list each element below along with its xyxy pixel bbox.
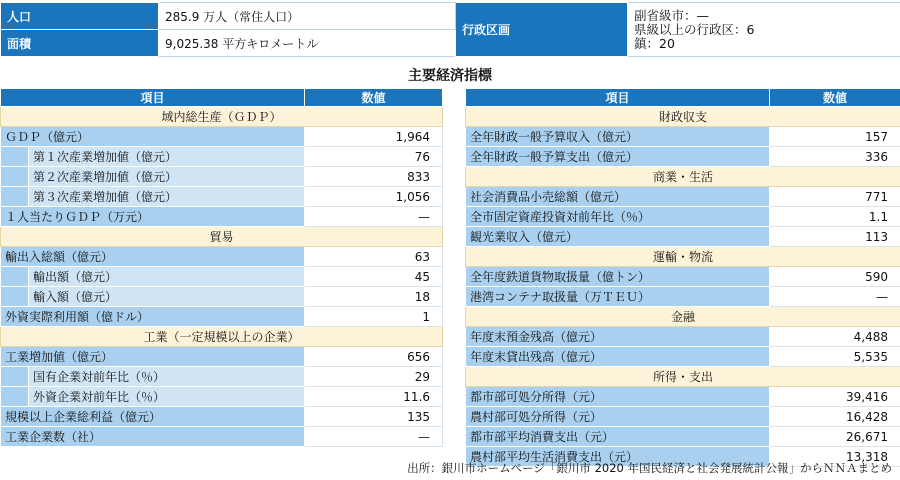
- table-row: [1, 287, 443, 307]
- row-label: 全年度鉄道貨物取扱量（億トン）: [466, 267, 770, 287]
- row-value: —: [770, 287, 900, 307]
- basic-info-table: [0, 2, 900, 57]
- table-row: [1, 407, 443, 427]
- section-heading: 運輸・物流: [466, 247, 900, 267]
- table-row: [1, 167, 443, 187]
- row-value: —: [305, 207, 443, 227]
- row-label: 第２次産業増加値（億元）: [29, 167, 305, 187]
- row-value: 18: [305, 287, 443, 307]
- row-label: １人当たりＧＤＰ（万元）: [1, 207, 305, 227]
- row-value: 336: [770, 147, 900, 167]
- table-row: [466, 127, 900, 147]
- page-title: 主要経済指標: [408, 68, 492, 84]
- row-label: 全年財政一般予算支出（億元）: [466, 147, 770, 167]
- column-header-value: 数値: [305, 89, 443, 107]
- indent-cell: [1, 367, 29, 387]
- section-row: [466, 247, 900, 267]
- row-value: 29: [305, 367, 443, 387]
- row-label: 規模以上企業総利益（億元）: [1, 407, 305, 427]
- table-row: [466, 427, 900, 447]
- row-label: 外資実際利用額（億ドル）: [1, 307, 305, 327]
- section-heading: 所得・支出: [466, 367, 900, 387]
- admin-division-label: 行政区画: [456, 3, 628, 57]
- section-row: [466, 107, 900, 127]
- indent-cell: [1, 287, 29, 307]
- indent-cell: [1, 187, 29, 207]
- indent-cell: [1, 267, 29, 287]
- row-label: 第３次産業増加値（億元）: [29, 187, 305, 207]
- table-row: [466, 207, 900, 227]
- section-row: [466, 167, 900, 187]
- row-value: 656: [305, 347, 443, 367]
- row-label: 国有企業対前年比（％）: [29, 367, 305, 387]
- population-value: 285.9 万人（常住人口）: [159, 3, 456, 30]
- row-value: 39,416: [770, 387, 900, 407]
- table-row: [1, 147, 443, 167]
- table-row: [1, 247, 443, 267]
- section-heading: 工業（一定規模以上の企業）: [1, 327, 443, 347]
- section-heading: 金融: [466, 307, 900, 327]
- admin-division-value: [628, 3, 900, 57]
- table-row: [466, 287, 900, 307]
- column-header-item: 項目: [466, 89, 770, 107]
- row-value: 1,056: [305, 187, 443, 207]
- source-note: 出所：銀川市ホームページ「銀川市 2020 年国民経済と社会発展統計公報」からＮＮＡまとめ: [407, 461, 892, 475]
- row-label: 第１次産業増加値（億元）: [29, 147, 305, 167]
- admin-line: 鎮：20: [634, 35, 675, 51]
- row-label: 社会消費品小売総額（億元）: [466, 187, 770, 207]
- column-header-item: 項目: [1, 89, 305, 107]
- row-label: 輸出入総額（億元）: [1, 247, 305, 267]
- row-label: 全年財政一般予算収入（億元）: [466, 127, 770, 147]
- row-value: 11.6: [305, 387, 443, 407]
- table-row: [466, 147, 900, 167]
- table-row: [1, 427, 443, 447]
- row-value: 771: [770, 187, 900, 207]
- row-value: 13,318: [770, 447, 900, 467]
- indent-cell: [1, 147, 29, 167]
- row-label: 都市部平均消費支出（元）: [466, 427, 770, 447]
- row-value: 5,535: [770, 347, 900, 367]
- right-indicator-table: [465, 88, 900, 467]
- table-row: [1, 387, 443, 407]
- row-label: 年度末預金残高（億元）: [466, 327, 770, 347]
- table-row: [466, 407, 900, 427]
- left-indicator-table: [0, 88, 443, 447]
- admin-line: 県級以上の行政区：6: [634, 21, 755, 37]
- population-label: 人口: [1, 3, 159, 30]
- row-value: 45: [305, 267, 443, 287]
- section-row: [466, 307, 900, 327]
- row-label: ＧＤＰ（億元）: [1, 127, 305, 147]
- row-label: 全市固定資産投資対前年比（％）: [466, 207, 770, 227]
- section-row: [1, 107, 443, 127]
- row-value: 135: [305, 407, 443, 427]
- row-value: 157: [770, 127, 900, 147]
- table-row: [466, 227, 900, 247]
- row-label: 都市部可処分所得（元）: [466, 387, 770, 407]
- row-value: 16,428: [770, 407, 900, 427]
- row-label: 年度末貸出残高（億元）: [466, 347, 770, 367]
- table-row: [1, 267, 443, 287]
- row-value: 833: [305, 167, 443, 187]
- table-row: [466, 347, 900, 367]
- section-row: [466, 367, 900, 387]
- indent-cell: [1, 167, 29, 187]
- section-row: [1, 227, 443, 247]
- section-heading: 域内総生産（ＧＤＰ）: [1, 107, 443, 127]
- row-label: 農村部可処分所得（元）: [466, 407, 770, 427]
- row-label: 工業増加値（億元）: [1, 347, 305, 367]
- indent-cell: [1, 387, 29, 407]
- section-heading: 商業・生活: [466, 167, 900, 187]
- row-value: 1.1: [770, 207, 900, 227]
- table-row: [1, 347, 443, 367]
- row-label: 工業企業数（社）: [1, 427, 305, 447]
- area-value: 9,025.38 平方キロメートル: [159, 30, 456, 57]
- row-value: 590: [770, 267, 900, 287]
- row-value: —: [305, 427, 443, 447]
- row-value: 1,964: [305, 127, 443, 147]
- table-row: [1, 187, 443, 207]
- row-label: 外資企業対前年比（％）: [29, 387, 305, 407]
- column-header-value: 数値: [770, 89, 900, 107]
- table-row: [466, 267, 900, 287]
- table-row: [466, 187, 900, 207]
- table-row: [1, 307, 443, 327]
- section-heading: 貿易: [1, 227, 443, 247]
- row-value: 4,488: [770, 327, 900, 347]
- row-label: 港湾コンテナ取扱量（万ＴＥＵ）: [466, 287, 770, 307]
- row-value: 63: [305, 247, 443, 267]
- table-row: [1, 127, 443, 147]
- section-heading: 財政収支: [466, 107, 900, 127]
- row-label: 輸入額（億元）: [29, 287, 305, 307]
- row-value: 76: [305, 147, 443, 167]
- table-row: [1, 207, 443, 227]
- row-value: 26,671: [770, 427, 900, 447]
- row-value: 113: [770, 227, 900, 247]
- row-value: 1: [305, 307, 443, 327]
- area-label: 面積: [1, 30, 159, 57]
- table-row: [466, 387, 900, 407]
- table-row: [466, 327, 900, 347]
- section-row: [1, 327, 443, 347]
- row-label: 観光業収入（億元）: [466, 227, 770, 247]
- admin-line: 副省級市：—: [634, 7, 710, 23]
- row-label: 輸出額（億元）: [29, 267, 305, 287]
- table-row: [1, 367, 443, 387]
- row-label: 農村部平均生活消費支出（元）: [466, 447, 770, 467]
